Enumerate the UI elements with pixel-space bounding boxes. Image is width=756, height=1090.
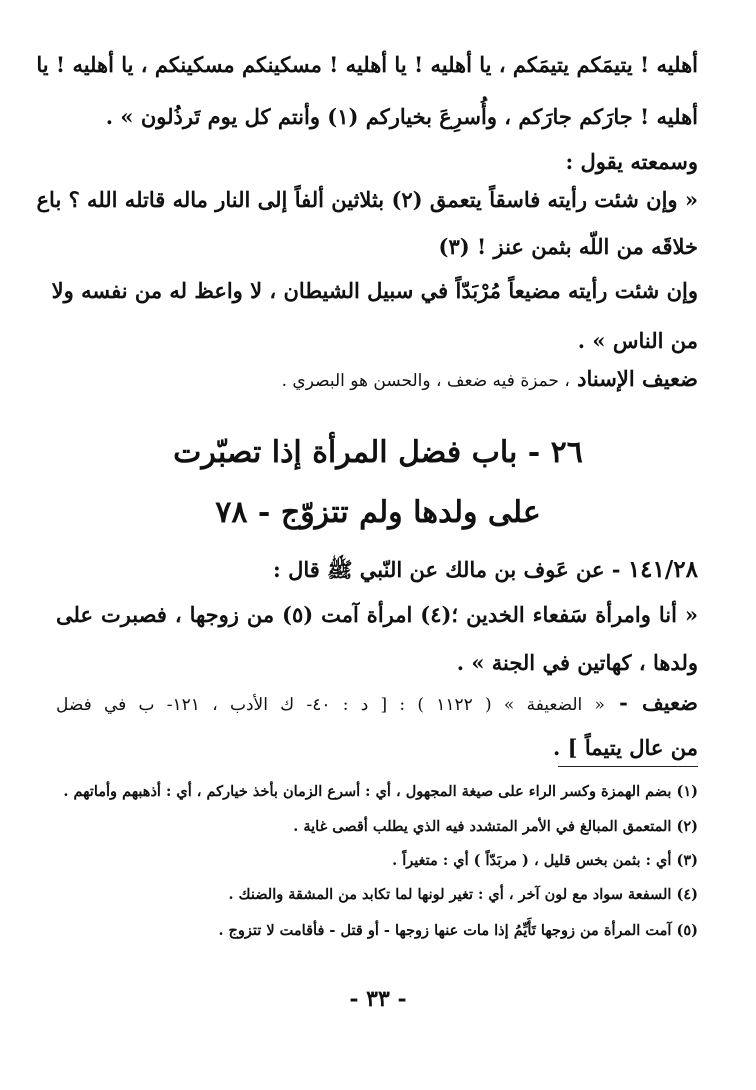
footnote-1: (١) بضم الهمزة وكسر الراء على صيغة المجهول ، أي : أسرع الزمان بأخذ خياركم ، أي : أذهبهم وأماتهم . bbox=[63, 783, 698, 800]
hadith-grade-source: « الضعيفة » ( ١١٢٢ ) : [ د : ٤٠- ك الأدب ، ١٢١- ب في فضل bbox=[56, 695, 605, 715]
body-line-5: خلاقَه من اللّه بثمن عنز ! (٣) bbox=[438, 234, 698, 259]
body-line-3: وسمعته يقول : bbox=[565, 149, 698, 174]
isnad-grade-note: ، حمزة فيه ضعف ، والحسن هو البصري . bbox=[281, 371, 570, 391]
hadith-number: ١٤١/٢٨ bbox=[627, 556, 698, 583]
isnad-grade-label: ضعيف الإسناد bbox=[577, 366, 698, 391]
hadith-grade-line-2: من عال يتيماً ] . bbox=[553, 735, 698, 760]
chapter-heading-line-2: على ولدها ولم تتزوّج - ٧٨ bbox=[215, 495, 541, 530]
footnote-3: (٣) أي : بثمن بخس قليل ، ( مربَدّاً ) أي : متغيراً . bbox=[392, 852, 698, 869]
footnote-2: (٢) المتعمق المبالغ في الأمر المتشدد فيه الذي يطلب أقصى غاية . bbox=[293, 818, 698, 835]
hadith-line-1: « أنا وامرأة سَفعاء الخدين ؛(٤) امرأة آمت (٥) من زوجها ، فصبرت على bbox=[56, 602, 698, 627]
hadith-intro bbox=[56, 555, 698, 585]
hadith-grade-label: ضعيف - bbox=[619, 690, 699, 715]
footnote-4: (٤) السفعة سواد مع لون آخر ، أي : تغير لونها لما تكابد من المشقة والضنك . bbox=[228, 886, 698, 903]
isnad-grade bbox=[56, 364, 698, 396]
body-line-1: أهليه ! يتيمَكم يتيمَكم ، يا أهليه ! يا أهليه ! مسكينكم مسكينكم ، يا أهليه ! يا bbox=[36, 52, 698, 77]
hadith-intro-text: - عن عَوف بن مالك عن النّبي ﷺ قال : bbox=[273, 557, 621, 582]
hadith-line-2: ولدها ، كهاتين في الجنة » . bbox=[456, 650, 698, 675]
body-line-6: وإن شئت رأيته مضيعاً مُرْبَدّاً في سبيل الشيطان ، لا واعظ له من نفسه ولا bbox=[51, 278, 698, 303]
body-line-2: أهليه ! جارَكم جارَكم ، وأُسرِعَ بخياركم (١) وأنتم كل يوم تَرذُلون » . bbox=[105, 104, 698, 129]
footnote-5: (٥) آمت المرأة من زوجها تَأَيِّمُ إذا مات عنها زوجها - أو قتل - فأقامت لا تتزوج . bbox=[218, 922, 698, 939]
body-line-4: « وإن شئت رأيته فاسقاً يتعمق (٢) بثلاثين ألفاً إلى النار ماله قاتله الله ؟ باع bbox=[36, 187, 698, 212]
hadith-grade bbox=[56, 688, 698, 720]
body-line-7: من الناس » . bbox=[577, 328, 698, 353]
chapter-heading-line-1: ٢٦ - باب فضل المرأة إذا تصبّرت bbox=[173, 435, 583, 470]
grade-underline bbox=[558, 766, 698, 767]
page-number: - ٣٣ - bbox=[349, 986, 407, 1012]
